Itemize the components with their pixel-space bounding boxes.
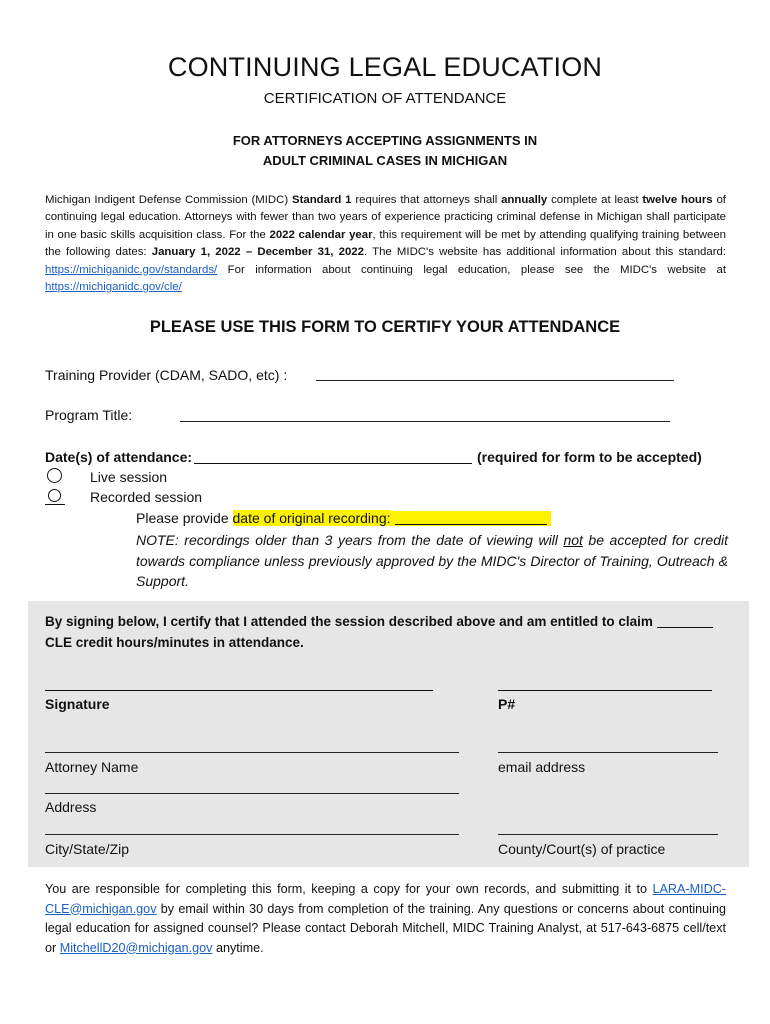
email-label: email address — [498, 759, 586, 775]
live-session-radio[interactable] — [47, 468, 62, 483]
document-title: CONTINUING LEGAL EDUCATION — [167, 52, 603, 82]
provider-label: Training Provider (CDAM, SADO, etc) : — [45, 367, 288, 383]
standards-link[interactable]: https://michiganidc.gov/standards/ — [45, 263, 218, 276]
submission-instructions: You are responsible for completing this form, keeping a copy for your own records, and submitting it to LARA-MIDC-CLE@michigan.gov by email within 30 days from completion of the training. Any questions or concerns about continuing legal education for assigned counsel? Please contact Deborah Mitchell, MIDC Training Analyst, at 517-643-6875 cell/text or MitchellD20@michigan.gov anytime. — [45, 882, 726, 955]
p-number-line[interactable] — [498, 690, 712, 691]
intro-paragraph: Michigan Indigent Defense Commission (MIDC) Standard 1 requires that attorneys shall annually complete at least twelve hours of continuing legal education. Attorneys with fewer than two years of experience practicing criminal defense in Michigan shall participate in one basic skills acquisition class. For the 2022 calendar year, this requirement will be met by attending qualifying training between the following dates: January 1, 2022 – December 31, 2022. The MIDC's website has additional information about this standard: https://michiganidc.gov/standards/ For information about continuing legal education, please see the MIDC's website at https://michiganidc.gov/cle/ — [45, 194, 726, 294]
submission-email-link[interactable]: LARA-MIDC-CLE@michigan.gov — [45, 882, 726, 916]
recorded-session-radio[interactable] — [48, 489, 61, 502]
contact-email-link[interactable]: MitchellD20@michigan.gov — [59, 940, 213, 955]
program-title-input-line[interactable] — [180, 421, 670, 422]
audience-heading-line1: FOR ATTORNEYS ACCEPTING ASSIGNMENTS IN — [232, 133, 538, 148]
dates-input-line[interactable] — [194, 463, 472, 464]
recording-note: NOTE: recordings older than 3 years from the date of viewing will not be accepted for credit towards compliance unless previously approved by the MIDC's Director of Training, Outreach & Support. — [136, 532, 728, 589]
program-title-label: Program Title: — [45, 407, 133, 423]
dates-label: Date(s) of attendance: — [45, 449, 193, 465]
signature-line[interactable] — [45, 690, 433, 691]
recording-date-input[interactable] — [391, 511, 551, 526]
address-line[interactable] — [45, 793, 459, 794]
certification-statement: By signing below, I certify that I attended the session described above and am entitled to claim CLE credit hours/minutes in attendance. — [45, 612, 730, 653]
county-court-label: County/Court(s) of practice — [498, 841, 666, 857]
document-subtitle: CERTIFICATION OF ATTENDANCE — [263, 90, 507, 107]
address-label: Address — [45, 799, 97, 815]
form-section-title: PLEASE USE THIS FORM TO CERTIFY YOUR ATTENDANCE — [149, 318, 621, 336]
recording-date-row: Please provide date of original recording: — [136, 510, 551, 526]
attorney-name-label: Attorney Name — [45, 759, 139, 775]
signature-label: Signature — [45, 696, 110, 712]
recorded-radio-underline — [45, 504, 65, 505]
credit-hours-input[interactable] — [657, 614, 713, 628]
county-court-line[interactable] — [498, 834, 718, 835]
dates-required-note: (required for form to be accepted) — [477, 449, 702, 465]
recorded-session-label: Recorded session — [90, 489, 203, 505]
p-number-label: P# — [498, 696, 516, 712]
provider-input-line[interactable] — [316, 380, 674, 381]
audience-heading-line2: ADULT CRIMINAL CASES IN MICHIGAN — [262, 153, 508, 168]
attorney-name-line[interactable] — [45, 752, 459, 753]
cle-link[interactable]: https://michiganidc.gov/cle/ — [45, 281, 182, 294]
recording-date-label: date of original recording: — [232, 510, 391, 526]
city-state-zip-line[interactable] — [45, 834, 459, 835]
city-state-zip-label: City/State/Zip — [45, 841, 130, 857]
live-session-label: Live session — [90, 469, 168, 485]
email-line[interactable] — [498, 752, 718, 753]
